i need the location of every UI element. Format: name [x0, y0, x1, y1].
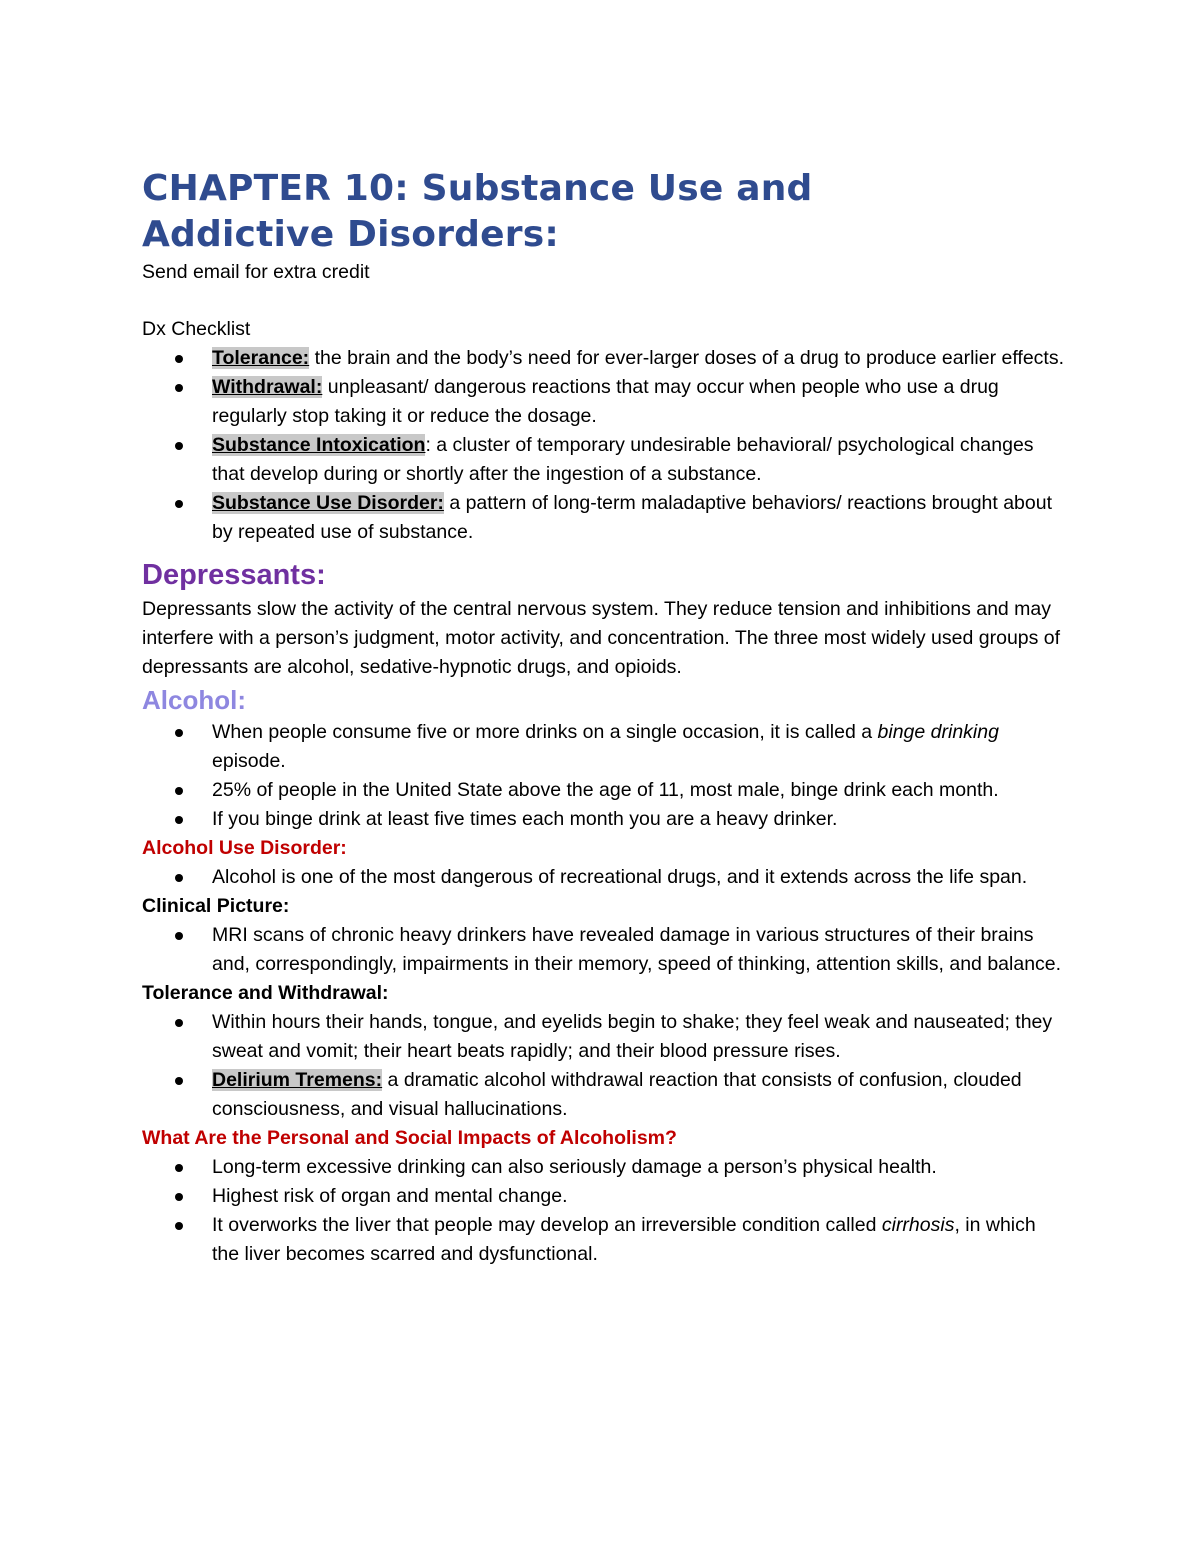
dx-checklist-heading: Dx Checklist [142, 318, 251, 340]
tolerance-withdrawal-list [142, 1008, 1067, 1124]
list-item [142, 863, 1067, 892]
term-delirium-tremens: Delirium Tremens: [212, 1069, 383, 1091]
document-content [142, 166, 1067, 1269]
depressants-body: Depressants slow the activity of the central nervous system. They reduce tension and inhibitions and may interfere with a person’s judgment, motor activity, and concentration. The three most widely used groups of depressants are alcohol, sedative-hypnotic drugs, and opioids. [142, 598, 1061, 678]
alcohol-heading: Alcohol: [142, 685, 246, 715]
list-item-text: Within hours their hands, tongue, and eyelids begin to shake; they feel weak and nauseated; they sweat and vomit; their heart beats rapidly; and their blood pressure rises. [212, 1011, 1053, 1062]
list-item-text: Highest risk of organ and mental change. [212, 1185, 568, 1207]
alcohol-use-disorder-list [142, 863, 1067, 892]
impacts-heading: What Are the Personal and Social Impacts of Alcoholism? [142, 1127, 677, 1149]
term-withdrawal: Withdrawal: [212, 376, 323, 398]
clinical-picture-heading: Clinical Picture: [142, 895, 290, 917]
list-item-text: episode. [212, 750, 286, 772]
chapter-title [142, 166, 1067, 258]
list-item-text: When people consume five or more drinks on a single occasion, it is called a [212, 721, 878, 743]
list-item [142, 1153, 1067, 1182]
definition-text: : a cluster of temporary undesirable behavioral/ psychological changes that develop during or shortly after the ingestion of a substance. [212, 434, 1034, 485]
alcohol-list [142, 718, 1067, 834]
list-item [142, 489, 1067, 547]
list-item [142, 431, 1067, 489]
list-item-text: , in which the liver becomes scarred and dysfunctional. [212, 1214, 1036, 1265]
alcohol-use-disorder-heading: Alcohol Use Disorder: [142, 837, 347, 859]
dx-checklist-list [142, 344, 1067, 547]
list-item [142, 921, 1067, 979]
clinical-picture-list [142, 921, 1067, 979]
definition-text: a pattern of long-term maladaptive behaviors/ reactions brought about by repeated use of substance. [212, 492, 1053, 543]
list-item [142, 1008, 1067, 1066]
chapter-title-line-2: Addictive Disorders: [142, 214, 559, 255]
list-item-text: MRI scans of chronic heavy drinkers have revealed damage in various structures of their brains and, correspondingly, impairments in their memory, speed of thinking, attention skills, and balance. [212, 924, 1062, 975]
term-tolerance: Tolerance: [212, 347, 310, 369]
impacts-list [142, 1153, 1067, 1269]
list-item-text: It overworks the liver that people may develop an irreversible condition called [212, 1214, 882, 1236]
chapter-title-line-1: CHAPTER 10: Substance Use and [142, 168, 813, 209]
term-substance-use-disorder: Substance Use Disorder: [212, 492, 444, 514]
list-item-text: If you binge drink at least five times each month you are a heavy drinker. [212, 808, 838, 830]
extra-credit-note: Send email for extra credit [142, 261, 370, 283]
tolerance-withdrawal-heading: Tolerance and Withdrawal: [142, 982, 389, 1004]
definition-text: unpleasant/ dangerous reactions that may occur when people who use a drug regularly stop taking it or reduce the dosage. [212, 376, 999, 427]
list-item [142, 776, 1067, 805]
term-substance-intoxication: Substance Intoxication [212, 434, 426, 456]
list-item [142, 344, 1067, 373]
spacer [142, 287, 1067, 315]
list-item [142, 1211, 1067, 1269]
list-item [142, 718, 1067, 776]
emphasis-binge-drinking: binge drinking [877, 721, 999, 743]
list-item [142, 1182, 1067, 1211]
list-item-text: Alcohol is one of the most dangerous of recreational drugs, and it extends across the life span. [212, 866, 1028, 888]
emphasis-cirrhosis: cirrhosis [881, 1214, 955, 1236]
list-item [142, 373, 1067, 431]
list-item-text: Long-term excessive drinking can also seriously damage a person’s physical health. [212, 1156, 937, 1178]
list-item [142, 805, 1067, 834]
definition-text: a dramatic alcohol withdrawal reaction that consists of confusion, clouded consciousness, and visual hallucinations. [212, 1069, 1022, 1120]
list-item [142, 1066, 1067, 1124]
definition-text: the brain and the body’s need for ever-larger doses of a drug to produce earlier effects. [309, 347, 1064, 369]
depressants-heading: Depressants: [142, 559, 326, 591]
list-item-text: 25% of people in the United State above the age of 11, most male, binge drink each month. [212, 779, 999, 801]
